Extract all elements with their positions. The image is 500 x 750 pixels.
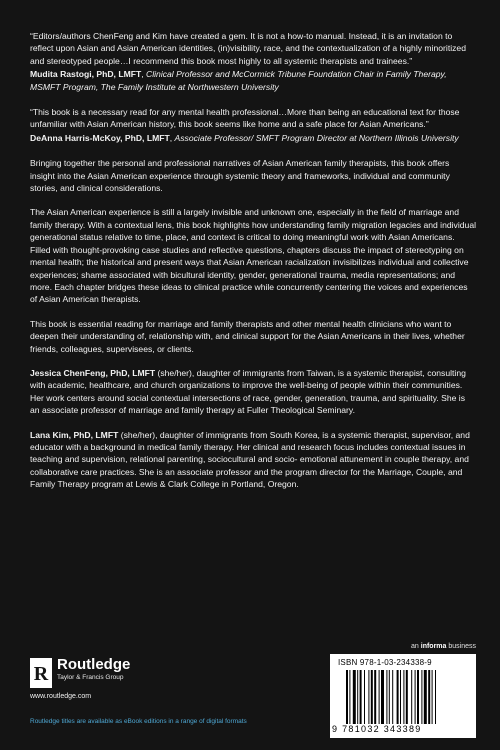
ebook-note: Routledge titles are available as eBook editions in a range of digital formats	[30, 718, 247, 725]
author-bio-text: (she/her), daughter of immigrants from Taiwan, is a systemic therapist, consulting with academic, healthcare, and church organizations to improve the well-being of people within their communities. Her work centers around social contextual intersections of race, gender, generation, trauma, and spirituality. She is an associate professor of marriage and family therapy at Fuller Theological Seminary.	[30, 367, 466, 416]
publisher-logo	[30, 656, 230, 696]
endorsement-credit: Mudita Rastogi, PhD, LMFT, Clinical Professor and McCormick Tribune Foundation Chair in Family Therapy, MSMFT Program, The Family Institute at Northwestern University	[30, 69, 447, 92]
publisher-url: www.routledge.com	[30, 693, 92, 700]
endorsement-quote: “Editors/authors ChenFeng and Kim have created a gem. It is not a how-to manual. Instead, it is an invitation to reflect upon Asian and Asian American identities, (in)visibility, race, and the contextualization of a highly minoritized and stereotyped people…I recommend this book most highly to all systemic therapists and trainees.”	[30, 31, 466, 66]
author-name: Jessica ChenFeng, PhD, LMFT	[30, 367, 156, 378]
svg-text:R: R	[33, 663, 49, 685]
author-bio-text: (she/her), daughter of immigrants from South Korea, is a systemic therapist, supervisor, and educator with a background in medical family therapy. Her clinical and research focus includes contextual issues in teaching and supervision, relational parenting, sociocultural and socio- emotional attunement in couple therapy, and collaborative care practices. She is an associate professor and the program director for the Marriage, Couple, and Family Therapy program at Lewis & Clark College in Portland, Oregon.	[30, 429, 470, 490]
routledge-logo-icon	[30, 658, 52, 688]
author-bio	[30, 367, 476, 417]
publisher-name: Routledge	[57, 656, 131, 673]
description-paragraph: The Asian American experience is still a largely invisible and unknown one, especially in the field of marriage and family therapy. With a contextual lens, this book highlights how understanding family migration legacies and individual generational status relative to time, place, and context is critical to doing meaningful work with Asian Americans. Filled with thought-provoking case studies and reflective questions, chapters discuss the impact of stereotyping on mental health; the historical and present ways that Asian American racialization invisibilizes individual and collective experiences; shame associated with bicultural identity, gender, generational trauma, media representations; and more. Each chapter bridges these ideas to clinical practice while concurrently centering the voices and experiences of Asian American therapists.	[30, 207, 477, 305]
endorser-name: Mudita Rastogi, PhD, LMFT	[30, 69, 142, 80]
author-name: Lana Kim, PhD, LMFT	[30, 429, 119, 440]
endorsement-credit: DeAnna Harris-McKoy, PhD, LMFT, Associate Professor/ SMFT Program Director at Northern Illinois University	[30, 132, 459, 143]
description-paragraph: This book is essential reading for marriage and family therapists and other mental health clinicians who want to deepen their understanding of, relationship with, and clinical support for the Asian Americans in their lives, whether friends, colleagues, supervisees, or clients.	[30, 318, 465, 354]
isbn-barcode	[330, 654, 476, 738]
endorsement	[30, 30, 476, 93]
publisher-group: Taylor & Francis Group	[57, 674, 124, 681]
barcode-icon	[346, 670, 468, 724]
description-paragraph: Bringing together the personal and professional narratives of Asian American family therapists, this book offers insight into the Asian American experience through systemic theory and frameworks, individual and community stories, and clinical considerations.	[30, 158, 450, 194]
endorser-affiliation: Associate Professor/ SMFT Program Director at Northern Illinois University	[174, 132, 459, 143]
isbn-label: ISBN 978-1-03-234338-9	[338, 658, 432, 667]
barcode-digits: 9 781032 343389	[332, 724, 422, 734]
informa-business-label: an informa business	[411, 643, 476, 650]
endorsement-quote: “This book is a necessary read for any mental health professional…More than being an educational text for those unfamiliar with Asian American history, this book seems like home and a safe place for Asian Americans.”	[30, 107, 460, 130]
endorser-affiliation: Clinical Professor and McCormick Tribune Foundation Chair in Family Therapy, MSMFT Program, The Family Institute at Northwestern University	[30, 69, 447, 92]
endorser-name: DeAnna Harris-McKoy, PhD, LMFT	[30, 132, 170, 143]
endorsement	[30, 106, 476, 144]
back-cover-text	[30, 30, 476, 491]
author-bio	[30, 429, 476, 491]
